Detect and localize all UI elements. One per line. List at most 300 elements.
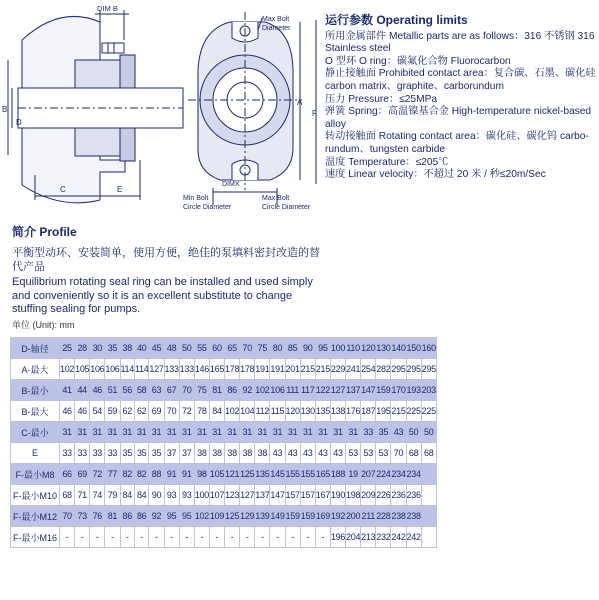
table-cell: 31 — [120, 422, 134, 443]
operating-limit-line: O 型环 O ring：碳氟化合物 Fluorocarbon — [325, 55, 511, 67]
operating-limits-list — [325, 31, 595, 182]
table-cell: 37 — [179, 443, 194, 464]
table-cell: 107 — [209, 485, 224, 506]
table-cell: - — [149, 527, 164, 548]
table-cell: 60 — [209, 338, 224, 359]
table-cell: 77 — [105, 464, 120, 485]
table-row — [11, 380, 437, 401]
table-cell: 31 — [285, 422, 300, 443]
row-label: B-最大 — [11, 401, 60, 422]
table-cell: 38 — [194, 443, 209, 464]
table-cell: 234 — [391, 464, 406, 485]
table-cell: 93 — [164, 485, 179, 506]
d-label: D — [16, 118, 22, 127]
table-cell: 31 — [179, 422, 194, 443]
table-cell: 50 — [179, 338, 194, 359]
table-cell: 84 — [134, 485, 148, 506]
table-cell: - — [179, 527, 194, 548]
table-cell: 192 — [330, 506, 345, 527]
table-cell: 215 — [391, 401, 406, 422]
table-cell: 159 — [376, 380, 391, 401]
table-cell: 215 — [315, 359, 330, 380]
operating-limit-line: Stainless steel — [325, 43, 391, 55]
table-cell: 159 — [300, 506, 315, 527]
table-cell: 41 — [60, 380, 75, 401]
table-row — [11, 464, 437, 485]
table-cell: 215 — [300, 359, 315, 380]
table-row — [11, 401, 437, 422]
row-label: A-最大 — [11, 359, 60, 380]
table-cell: 53 — [376, 443, 391, 464]
table-cell: 48 — [164, 338, 179, 359]
table-cell: 78 — [194, 401, 209, 422]
table-cell: 79 — [105, 485, 120, 506]
table-cell: - — [164, 527, 179, 548]
table-cell: 165 — [315, 464, 330, 485]
table-cell: 282 — [376, 359, 391, 380]
table-cell: 254 — [361, 359, 376, 380]
table-cell: 228 — [376, 506, 391, 527]
table-cell: 137 — [346, 380, 361, 401]
table-cell: 43 — [270, 443, 285, 464]
table-cell: 76 — [90, 506, 105, 527]
operating-limit-line: carbon matrix、graphite、carborundum — [325, 80, 504, 92]
table-cell: 31 — [134, 422, 148, 443]
table-cell: 165 — [209, 359, 224, 380]
table-cell: 59 — [105, 401, 120, 422]
table-cell: 53 — [346, 443, 361, 464]
table-cell: - — [315, 527, 330, 548]
profile-english-text: Equilibrium rotating seal ring can be installed and used simply and conveniently so it is an excellent substitute to change stuffing sealing for pumps. — [12, 276, 313, 315]
table-cell: 238 — [406, 506, 421, 527]
table-cell: 31 — [75, 422, 90, 443]
table-cell: 40 — [134, 338, 148, 359]
table-cell: 123 — [225, 485, 240, 506]
table-row — [11, 359, 437, 380]
table-cell: 31 — [209, 422, 224, 443]
table-cell: 31 — [194, 422, 209, 443]
table-cell: 45 — [149, 338, 164, 359]
table-cell: 62 — [120, 401, 134, 422]
table-cell: - — [105, 527, 120, 548]
table-cell: 225 — [406, 401, 421, 422]
table-cell: 35 — [105, 338, 120, 359]
table-cell: 242 — [406, 527, 421, 548]
table-cell: 19 — [346, 464, 361, 485]
table-cell: 111 — [285, 380, 300, 401]
table-cell: 133 — [164, 359, 179, 380]
table-cell: 68 — [406, 443, 421, 464]
e-label: E — [117, 185, 123, 194]
table-row — [11, 422, 437, 443]
table-cell: 28 — [75, 338, 90, 359]
table-cell: 51 — [105, 380, 120, 401]
profile-section — [12, 223, 322, 317]
table-cell: 30 — [90, 338, 105, 359]
table-cell: 236 — [406, 485, 421, 506]
table-cell: 95 — [179, 506, 194, 527]
table-cell: 140 — [391, 338, 406, 359]
table-cell: 93 — [179, 485, 194, 506]
table-cell: 159 — [285, 506, 300, 527]
table-cell: 102 — [60, 359, 75, 380]
table-cell: 63 — [149, 380, 164, 401]
unit-label: 单位 (Unit): mm — [12, 320, 75, 330]
table-cell: 98 — [194, 464, 209, 485]
table-cell: 190 — [330, 485, 345, 506]
table-cell: - — [225, 527, 240, 548]
table-cell: - — [300, 527, 315, 548]
table-cell: 43 — [391, 422, 406, 443]
row-label: F-最小M8 — [11, 464, 60, 485]
table-cell: 82 — [120, 464, 134, 485]
table-cell: 106 — [105, 359, 120, 380]
table-cell: 201 — [285, 359, 300, 380]
table-cell: 35 — [149, 443, 164, 464]
a-label: A — [297, 98, 303, 107]
table-cell: 178 — [225, 359, 240, 380]
table-cell: 95 — [164, 506, 179, 527]
f-label: F — [312, 109, 317, 118]
operating-limits-title: 运行参数 Operating limits — [325, 13, 468, 27]
table-cell: 33 — [90, 443, 105, 464]
table-cell: 114 — [120, 359, 134, 380]
table-cell — [421, 464, 436, 485]
table-cell: 33 — [75, 443, 90, 464]
table-cell: 35 — [120, 443, 134, 464]
table-cell: - — [60, 527, 75, 548]
table-cell: 178 — [240, 359, 255, 380]
table-cell: 155 — [300, 464, 315, 485]
table-cell: - — [255, 527, 270, 548]
table-cell: - — [240, 527, 255, 548]
table-cell: 31 — [149, 422, 164, 443]
b-label: B — [2, 105, 8, 114]
table-cell: 43 — [300, 443, 315, 464]
table-cell: 236 — [391, 485, 406, 506]
table-cell: 125 — [225, 506, 240, 527]
table-cell: 157 — [285, 485, 300, 506]
technical-drawing — [0, 0, 325, 215]
table-cell: 117 — [300, 380, 315, 401]
table-cell: 187 — [361, 401, 376, 422]
table-cell: 135 — [255, 464, 270, 485]
table-row — [11, 338, 437, 359]
table-cell: 31 — [315, 422, 330, 443]
table-cell: 110 — [346, 338, 361, 359]
table-cell: - — [194, 527, 209, 548]
table-cell: 204 — [346, 527, 361, 548]
table-cell: 147 — [361, 380, 376, 401]
seal-cross-section-diagram — [0, 0, 325, 215]
table-cell: 81 — [209, 380, 224, 401]
table-cell: 70 — [60, 506, 75, 527]
table-cell: 50 — [421, 422, 436, 443]
table-cell: 104 — [240, 401, 255, 422]
table-cell: 200 — [346, 506, 361, 527]
table-cell: 295 — [391, 359, 406, 380]
table-cell: 35 — [134, 443, 148, 464]
table-cell: 213 — [361, 527, 376, 548]
table-cell — [421, 506, 436, 527]
c-label: C — [60, 185, 66, 194]
profile-title: 简介 Profile — [12, 225, 77, 239]
table-cell: 207 — [361, 464, 376, 485]
table-cell: 68 — [60, 485, 75, 506]
table-cell: 31 — [90, 422, 105, 443]
profile-chinese-text: 平衡型动环、安装简单，使用方便，绝佳的泵填料密封改造的替代产品 — [12, 247, 320, 273]
table-cell: 211 — [361, 506, 376, 527]
table-cell: 137 — [255, 485, 270, 506]
table-cell: 122 — [315, 380, 330, 401]
row-label: C-最小 — [11, 422, 60, 443]
table-cell: 72 — [179, 401, 194, 422]
table-cell: 86 — [225, 380, 240, 401]
table-cell: 295 — [421, 359, 436, 380]
table-cell: 86 — [120, 506, 134, 527]
table-cell: 33 — [60, 443, 75, 464]
table-cell: 149 — [270, 506, 285, 527]
table-cell: 31 — [60, 422, 75, 443]
row-label: F-最小M10 — [11, 485, 60, 506]
table-cell: 106 — [90, 359, 105, 380]
table-cell: 145 — [270, 464, 285, 485]
table-cell: 75 — [194, 380, 209, 401]
table-cell: 115 — [270, 401, 285, 422]
table-cell: 155 — [285, 464, 300, 485]
table-row — [11, 527, 437, 548]
table-cell: 68 — [421, 443, 436, 464]
table-cell: 58 — [134, 380, 148, 401]
table-cell: 54 — [90, 401, 105, 422]
table-cell: 127 — [149, 359, 164, 380]
table-row — [11, 506, 437, 527]
table-cell: 46 — [60, 401, 75, 422]
max-bolt-circle-label-2: Circle Diameter — [262, 204, 311, 211]
table-cell: - — [120, 527, 134, 548]
table-cell: 209 — [361, 485, 376, 506]
table-cell: 31 — [300, 422, 315, 443]
table-cell: 224 — [376, 464, 391, 485]
table-cell: 100 — [330, 338, 345, 359]
row-label: F-最小M12 — [11, 506, 60, 527]
operating-limit-line: 温度 Temperature：≤205℃ — [325, 156, 449, 168]
table-cell: 69 — [75, 464, 90, 485]
table-cell: 70 — [179, 380, 194, 401]
table-cell: - — [134, 527, 148, 548]
table-cell: 133 — [179, 359, 194, 380]
table-cell: 193 — [406, 380, 421, 401]
table-cell: 43 — [330, 443, 345, 464]
table-cell: 31 — [225, 422, 240, 443]
table-cell: 226 — [376, 485, 391, 506]
table-cell: 33 — [361, 422, 376, 443]
operating-limit-line: 所用金属部件 Metallic parts are as follows：316 不锈钢 316 — [325, 30, 595, 42]
table-cell: 44 — [75, 380, 90, 401]
table-cell: 105 — [209, 464, 224, 485]
table-cell: 95 — [315, 338, 330, 359]
table-cell: 31 — [105, 422, 120, 443]
table-cell: 53 — [361, 443, 376, 464]
table-cell: 31 — [164, 422, 179, 443]
table-cell: - — [209, 527, 224, 548]
row-label: D-轴径 — [11, 338, 60, 359]
table-cell: 100 — [194, 485, 209, 506]
table-cell: 130 — [300, 401, 315, 422]
table-cell: 112 — [255, 401, 270, 422]
table-cell: 138 — [330, 401, 345, 422]
table-cell: 38 — [120, 338, 134, 359]
table-cell: 242 — [391, 527, 406, 548]
operating-limit-line: 压力 Pressure：≤25MPa — [325, 93, 438, 105]
table-cell: 38 — [225, 443, 240, 464]
table-row — [11, 485, 437, 506]
table-cell: 55 — [194, 338, 209, 359]
table-cell: 66 — [60, 464, 75, 485]
table-cell: 147 — [270, 485, 285, 506]
table-cell: 160 — [421, 338, 436, 359]
table-cell: 130 — [376, 338, 391, 359]
table-cell: 74 — [90, 485, 105, 506]
table-cell: 46 — [90, 380, 105, 401]
table-cell: - — [270, 527, 285, 548]
table-cell: 70 — [164, 401, 179, 422]
table-cell: 238 — [391, 506, 406, 527]
table-cell: 70 — [391, 443, 406, 464]
table-cell: 135 — [315, 401, 330, 422]
table-cell: 43 — [315, 443, 330, 464]
min-bolt-label: Min Bolt — [183, 195, 209, 202]
table-cell: 120 — [285, 401, 300, 422]
operating-limit-line: rundum、tungsten carbide — [325, 143, 446, 155]
table-cell: 91 — [179, 464, 194, 485]
table-cell: 195 — [376, 401, 391, 422]
dim-b-label: DIM B — [97, 4, 118, 13]
table-cell: 81 — [105, 506, 120, 527]
table-cell: 31 — [240, 422, 255, 443]
table-cell: 146 — [194, 359, 209, 380]
table-cell: 196 — [330, 527, 345, 548]
table-cell: 71 — [75, 485, 90, 506]
max-bolt-diameter-label: Max Bolt — [262, 16, 290, 23]
table-cell: 106 — [270, 380, 285, 401]
table-cell: - — [75, 527, 90, 548]
table-cell: 120 — [361, 338, 376, 359]
table-cell: 37 — [164, 443, 179, 464]
table-cell: 234 — [406, 464, 421, 485]
table-cell: 84 — [120, 485, 134, 506]
table-cell: 127 — [240, 485, 255, 506]
table-cell: 85 — [285, 338, 300, 359]
table-cell: 84 — [209, 401, 224, 422]
table-cell: 38 — [209, 443, 224, 464]
table-cell: 102 — [225, 401, 240, 422]
table-cell: 127 — [330, 380, 345, 401]
max-bolt-diameter-label-2: Diameter — [262, 25, 291, 32]
table-cell: - — [90, 527, 105, 548]
table-cell: 121 — [225, 464, 240, 485]
table-cell: 170 — [391, 380, 406, 401]
operating-limit-line: 静止接触面 Prohibited contact area：复合碳、石墨、碳化硅 — [325, 68, 596, 80]
table-row — [11, 443, 437, 464]
table-cell: 88 — [149, 464, 164, 485]
table-cell: 82 — [134, 464, 148, 485]
operating-limit-line: 转动接触面 Rotating contact area：碳化硅、碳化钨 carbo- — [325, 131, 589, 143]
table-cell: 38 — [255, 443, 270, 464]
table-cell: 43 — [285, 443, 300, 464]
table-cell: 31 — [270, 422, 285, 443]
table-cell: 125 — [240, 464, 255, 485]
table-cell: 139 — [255, 506, 270, 527]
table-cell: 92 — [149, 506, 164, 527]
table-cell: 62 — [134, 401, 148, 422]
max-bolt-circle-label: Max Bolt — [262, 195, 290, 202]
table-cell: 91 — [164, 464, 179, 485]
row-label: F-最小M16 — [11, 527, 60, 548]
row-label: E — [11, 443, 60, 464]
table-cell: 203 — [421, 380, 436, 401]
table-cell: 169 — [315, 506, 330, 527]
table-cell: 31 — [255, 422, 270, 443]
table-cell: 232 — [376, 527, 391, 548]
operating-limit-line: 弹簧 Spring：高温镍基合金 High-temperature nickel-based — [325, 106, 592, 118]
table-cell: 69 — [149, 401, 164, 422]
table-cell — [421, 485, 436, 506]
table-cell: 25 — [60, 338, 75, 359]
table-cell — [421, 527, 436, 548]
table-cell: 31 — [330, 422, 345, 443]
table-cell: 33 — [105, 443, 120, 464]
table-cell: 150 — [406, 338, 421, 359]
table-cell: 176 — [346, 401, 361, 422]
dimx-label: DIMX — [222, 181, 240, 188]
table-cell: 65 — [225, 338, 240, 359]
table-cell: 90 — [300, 338, 315, 359]
table-cell: 105 — [75, 359, 90, 380]
table-cell: 50 — [406, 422, 421, 443]
table-cell: 73 — [75, 506, 90, 527]
table-cell: 90 — [149, 485, 164, 506]
min-bolt-label-2: Circle Diameter — [183, 204, 232, 211]
table-cell: 188 — [330, 464, 345, 485]
table-cell: 191 — [270, 359, 285, 380]
table-cell: 72 — [90, 464, 105, 485]
table-cell: 241 — [346, 359, 361, 380]
table-cell: 67 — [164, 380, 179, 401]
operating-limits — [325, 14, 595, 182]
table-cell: 75 — [255, 338, 270, 359]
table-cell: 35 — [376, 422, 391, 443]
table-cell: 109 — [209, 506, 224, 527]
table-cell: 167 — [315, 485, 330, 506]
table-cell: 102 — [194, 506, 209, 527]
table-cell: 198 — [346, 485, 361, 506]
table-cell: 129 — [240, 506, 255, 527]
operating-limit-line: alloy — [325, 118, 346, 130]
table-cell: 80 — [270, 338, 285, 359]
table-cell: 56 — [120, 380, 134, 401]
table-cell: 114 — [134, 359, 148, 380]
table-cell: 31 — [346, 422, 361, 443]
table-cell: 86 — [134, 506, 148, 527]
table-cell: 191 — [255, 359, 270, 380]
operating-limit-line: 速度 Linear velocity：不超过 20 米 / 秒≤20m/Sec — [325, 169, 546, 181]
row-label: B-最小 — [11, 380, 60, 401]
table-cell: 157 — [300, 485, 315, 506]
table-cell: 229 — [330, 359, 345, 380]
table-cell: 92 — [240, 380, 255, 401]
table-cell: 70 — [240, 338, 255, 359]
